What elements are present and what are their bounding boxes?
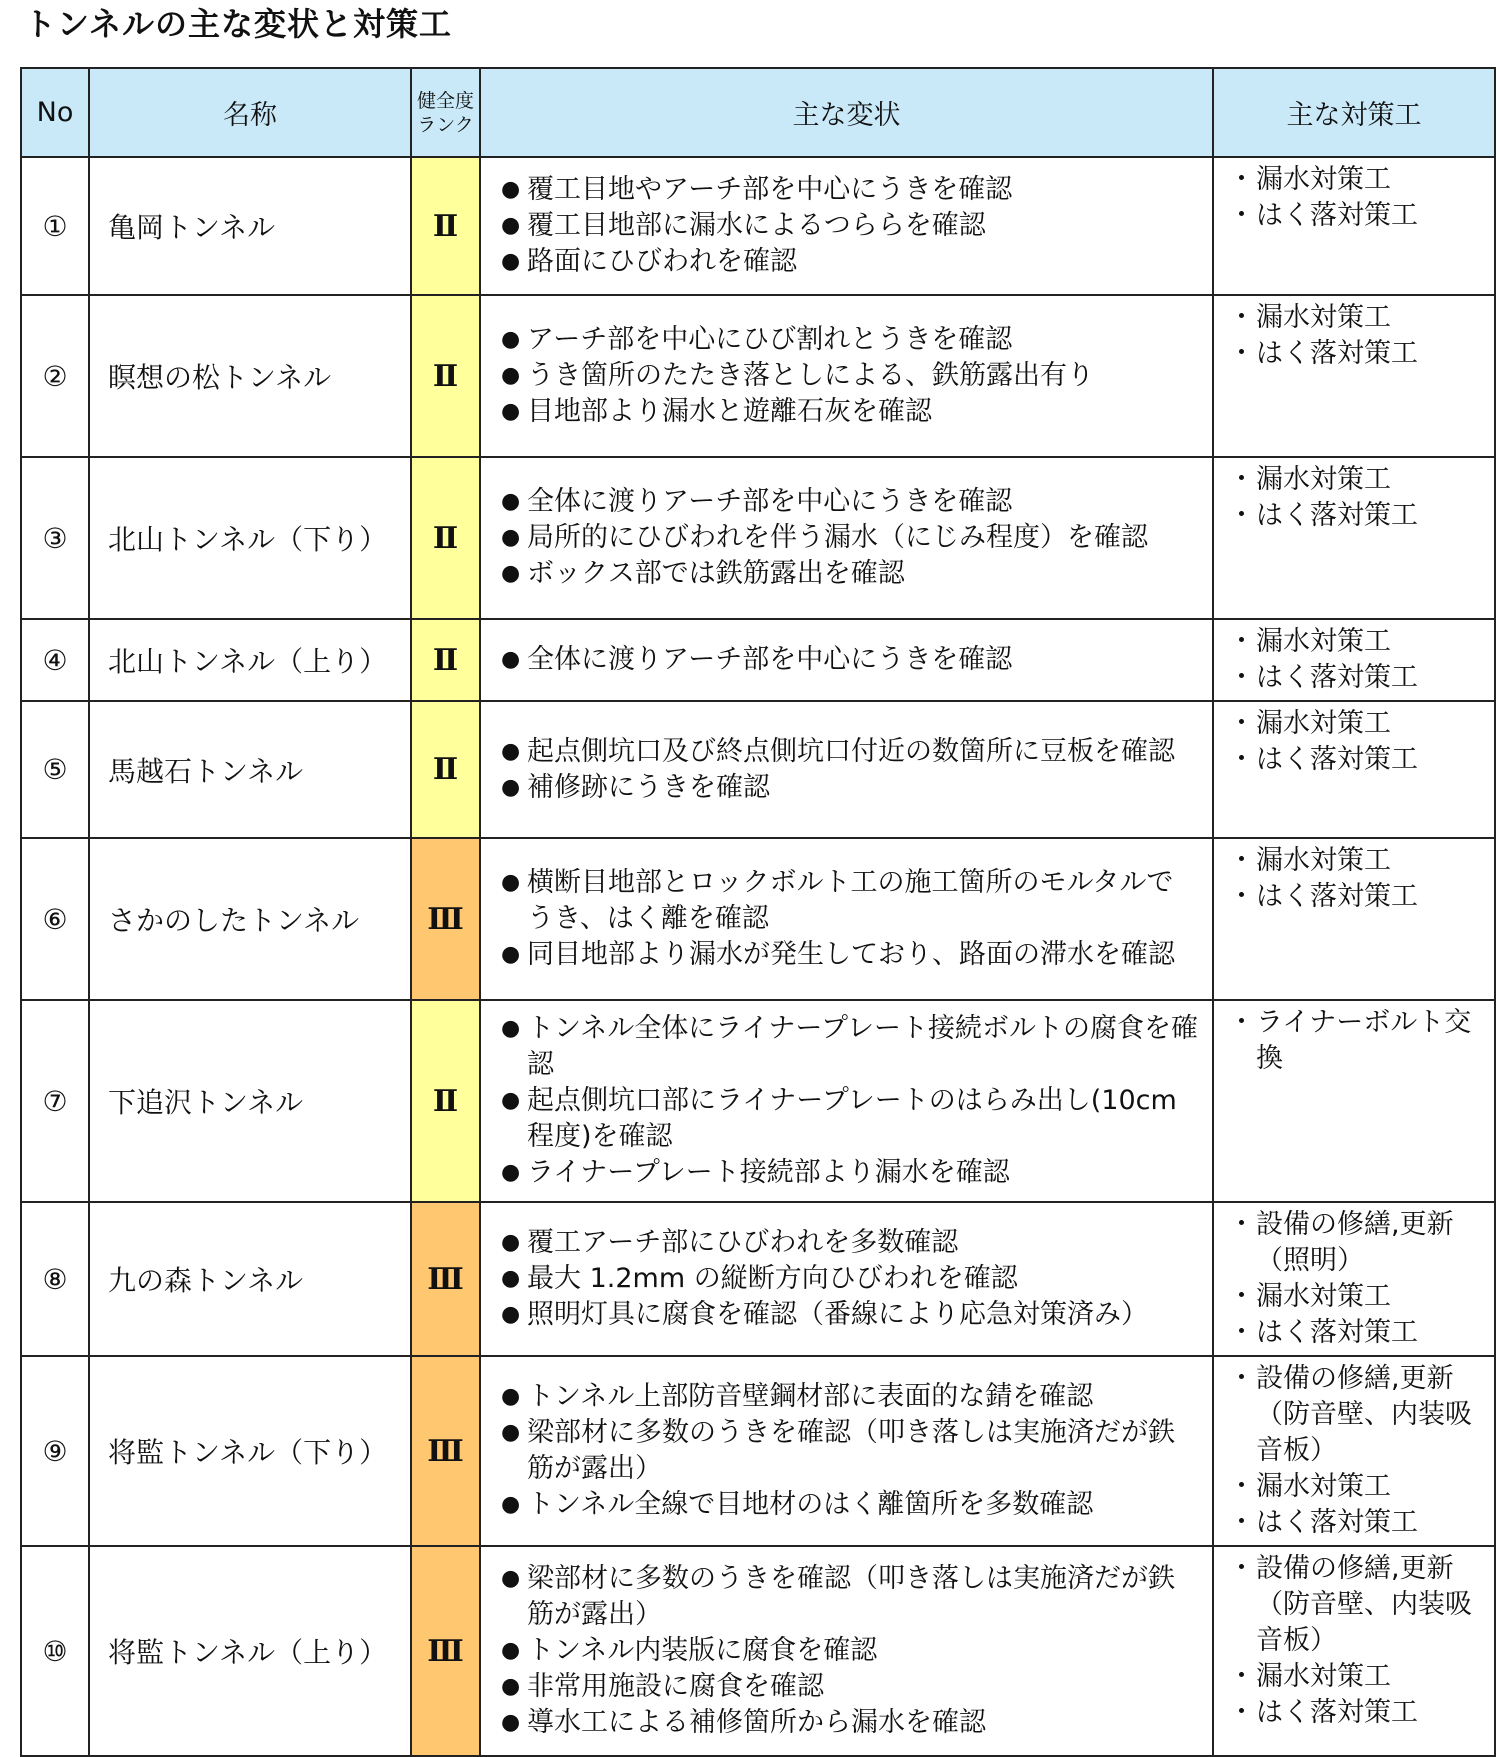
countermeasure-item: ・ 漏水対策工 — [1234, 1279, 1488, 1315]
row-number: ④ — [21, 619, 89, 701]
tunnel-name: さかのしたトンネル — [89, 838, 411, 1000]
health-rank: Ⅱ — [411, 157, 480, 295]
countermeasure-list — [1234, 1551, 1488, 1731]
countermeasure-item: ・ はく落対策工 — [1234, 660, 1488, 696]
deformation-list — [501, 1379, 1198, 1523]
page-title: トンネルの主な変状と対策工 — [24, 5, 453, 43]
tunnel-name: 北山トンネル（下り） — [89, 457, 411, 619]
deformation-item: ● 梁部材に多数のうきを確認（叩き落しは実施済だが鉄筋が露出） — [501, 1561, 1198, 1633]
deformation-item: ● 補修跡にうきを確認 — [501, 770, 1198, 806]
deformation-list — [501, 734, 1198, 806]
countermeasure-cell — [1213, 157, 1495, 295]
countermeasure-item: ・ 漏水対策工 — [1234, 624, 1488, 660]
deformation-item: ● 照明灯具に腐食を確認（番線により応急対策済み） — [501, 1297, 1198, 1333]
deformation-list — [501, 1011, 1198, 1191]
header-rank-line1: 健全度 — [416, 89, 474, 112]
deformation-item: ● 全体に渡りアーチ部を中心にうきを確認 — [501, 642, 1198, 678]
row-number: ② — [21, 295, 89, 457]
header-countermeasure: 主な対策工 — [1213, 68, 1495, 157]
countermeasure-list — [1234, 1005, 1488, 1077]
countermeasure-item: ・ はく落対策工 — [1234, 1695, 1488, 1731]
countermeasure-list — [1234, 706, 1488, 778]
deformation-item: ● 局所的にひびわれを伴う漏水（にじみ程度）を確認 — [501, 520, 1198, 556]
countermeasure-cell — [1213, 619, 1495, 701]
table-row — [21, 457, 1495, 619]
deformation-item: ● 覆工目地やアーチ部を中心にうきを確認 — [501, 172, 1198, 208]
tunnel-name: 九の森トンネル — [89, 1202, 411, 1356]
countermeasure-item: ・ はく落対策工 — [1234, 879, 1488, 915]
health-rank: Ⅲ — [411, 1356, 480, 1546]
countermeasure-item: ・ はく落対策工 — [1234, 198, 1488, 234]
row-number: ⑦ — [21, 1000, 89, 1202]
countermeasure-item: ・ 漏水対策工 — [1234, 706, 1488, 742]
table-row — [21, 838, 1495, 1000]
deformation-cell — [480, 1356, 1213, 1546]
deformation-item: ● アーチ部を中心にひび割れとうきを確認 — [501, 322, 1198, 358]
health-rank: Ⅲ — [411, 1546, 480, 1756]
table-row — [21, 1202, 1495, 1356]
deformation-cell — [480, 619, 1213, 701]
countermeasure-item: ・ はく落対策工 — [1234, 498, 1488, 534]
deformation-cell — [480, 1202, 1213, 1356]
header-rank-line2: ランク — [417, 113, 474, 136]
deformation-list — [501, 322, 1198, 430]
countermeasure-cell — [1213, 1202, 1495, 1356]
deformation-item: ● 全体に渡りアーチ部を中心にうきを確認 — [501, 484, 1198, 520]
tunnel-name: 下追沢トンネル — [89, 1000, 411, 1202]
deformation-item: ● ボックス部では鉄筋露出を確認 — [501, 556, 1198, 592]
header-row — [21, 68, 1495, 157]
countermeasure-list — [1234, 1361, 1488, 1541]
deformation-item: ● 覆工目地部に漏水によるつららを確認 — [501, 208, 1198, 244]
deformation-item: ● 最大 1.2mm の縦断方向ひびわれを確認 — [501, 1261, 1198, 1297]
countermeasure-cell — [1213, 701, 1495, 838]
countermeasure-item: ・ 漏水対策工 — [1234, 1659, 1488, 1695]
health-rank: Ⅱ — [411, 295, 480, 457]
deformation-cell — [480, 1546, 1213, 1756]
deformation-item: ● うき箇所のたたき落としによる、鉄筋露出有り — [501, 358, 1198, 394]
countermeasure-item: ・ はく落対策工 — [1234, 1315, 1488, 1351]
countermeasure-cell — [1213, 457, 1495, 619]
countermeasure-cell — [1213, 1546, 1495, 1756]
deformation-item: ● 起点側坑口部にライナープレートのはらみ出し(10cm 程度)を確認 — [501, 1083, 1198, 1155]
deformation-item: ● 同目地部より漏水が発生しており、路面の滞水を確認 — [501, 937, 1198, 973]
deformation-item: ● 路面にひびわれを確認 — [501, 244, 1198, 280]
countermeasure-cell — [1213, 295, 1495, 457]
health-rank: Ⅱ — [411, 619, 480, 701]
countermeasure-item: ・ はく落対策工 — [1234, 742, 1488, 778]
table-row — [21, 619, 1495, 701]
tunnel-name: 馬越石トンネル — [89, 701, 411, 838]
row-number: ⑧ — [21, 1202, 89, 1356]
tunnel-table — [20, 67, 1496, 1757]
deformation-item: ● 目地部より漏水と遊離石灰を確認 — [501, 394, 1198, 430]
countermeasure-item: ・ 漏水対策工 — [1234, 1469, 1488, 1505]
countermeasure-item: ・ 設備の修繕,更新（照明） — [1234, 1207, 1488, 1279]
header-rank — [411, 68, 480, 157]
countermeasure-list — [1234, 843, 1488, 915]
health-rank: Ⅱ — [411, 701, 480, 838]
tunnel-name: 北山トンネル（上り） — [89, 619, 411, 701]
row-number: ⑥ — [21, 838, 89, 1000]
deformation-cell — [480, 838, 1213, 1000]
row-number: ① — [21, 157, 89, 295]
tunnel-name: 瞑想の松トンネル — [89, 295, 411, 457]
countermeasure-item: ・ 漏水対策工 — [1234, 300, 1488, 336]
deformation-list — [501, 1561, 1198, 1741]
countermeasure-item: ・ 漏水対策工 — [1234, 162, 1488, 198]
deformation-list — [501, 484, 1198, 592]
deformation-cell — [480, 1000, 1213, 1202]
deformation-item: ● トンネル上部防音壁鋼材部に表面的な錆を確認 — [501, 1379, 1198, 1415]
health-rank: Ⅲ — [411, 838, 480, 1000]
countermeasure-list — [1234, 300, 1488, 372]
deformation-item: ● トンネル全線で目地材のはく離箇所を多数確認 — [501, 1487, 1198, 1523]
countermeasure-list — [1234, 462, 1488, 534]
countermeasure-item: ・ 設備の修繕,更新（防音壁、内装吸音板） — [1234, 1551, 1488, 1659]
row-number: ③ — [21, 457, 89, 619]
deformation-item: ● ライナープレート接続部より漏水を確認 — [501, 1155, 1198, 1191]
row-number: ⑩ — [21, 1546, 89, 1756]
row-number: ⑨ — [21, 1356, 89, 1546]
countermeasure-list — [1234, 1207, 1488, 1351]
countermeasure-item: ・ 漏水対策工 — [1234, 843, 1488, 879]
countermeasure-item: ・ はく落対策工 — [1234, 1505, 1488, 1541]
deformation-cell — [480, 157, 1213, 295]
deformation-item: ● 覆工アーチ部にひびわれを多数確認 — [501, 1225, 1198, 1261]
deformation-item: ● 梁部材に多数のうきを確認（叩き落しは実施済だが鉄筋が露出） — [501, 1415, 1198, 1487]
deformation-cell — [480, 295, 1213, 457]
deformation-item: ● トンネル内装版に腐食を確認 — [501, 1633, 1198, 1669]
table-row — [21, 1546, 1495, 1756]
countermeasure-item: ・ 漏水対策工 — [1234, 462, 1488, 498]
countermeasure-item: ・ ライナーボルト交換 — [1234, 1005, 1488, 1077]
table-row — [21, 295, 1495, 457]
deformation-list — [501, 172, 1198, 280]
tunnel-name: 亀岡トンネル — [89, 157, 411, 295]
countermeasure-cell — [1213, 1356, 1495, 1546]
row-number: ⑤ — [21, 701, 89, 838]
table-row — [21, 157, 1495, 295]
header-no: No — [21, 68, 89, 157]
health-rank: Ⅱ — [411, 457, 480, 619]
tunnel-name: 将監トンネル（下り） — [89, 1356, 411, 1546]
health-rank: Ⅲ — [411, 1202, 480, 1356]
deformation-cell — [480, 457, 1213, 619]
deformation-list — [501, 865, 1198, 973]
countermeasure-cell — [1213, 1000, 1495, 1202]
countermeasure-cell — [1213, 838, 1495, 1000]
countermeasure-item: ・ 設備の修繕,更新（防音壁、内装吸音板） — [1234, 1361, 1488, 1469]
deformation-list — [501, 642, 1198, 678]
deformation-item: ● 起点側坑口及び終点側坑口付近の数箇所に豆板を確認 — [501, 734, 1198, 770]
header-deformation: 主な変状 — [480, 68, 1213, 157]
deformation-list — [501, 1225, 1198, 1333]
table-row — [21, 701, 1495, 838]
table-row — [21, 1356, 1495, 1546]
countermeasure-list — [1234, 162, 1488, 234]
countermeasure-item: ・ はく落対策工 — [1234, 336, 1488, 372]
tunnel-name: 将監トンネル（上り） — [89, 1546, 411, 1756]
deformation-item: ● 横断目地部とロックボルト工の施工箇所のモルタルでうき、はく離を確認 — [501, 865, 1198, 937]
countermeasure-list — [1234, 624, 1488, 696]
header-name: 名称 — [89, 68, 411, 157]
deformation-item: ● 非常用施設に腐食を確認 — [501, 1669, 1198, 1705]
health-rank: Ⅱ — [411, 1000, 480, 1202]
deformation-item: ● トンネル全体にライナープレート接続ボルトの腐食を確認 — [501, 1011, 1198, 1083]
deformation-item: ● 導水工による補修箇所から漏水を確認 — [501, 1705, 1198, 1741]
deformation-cell — [480, 701, 1213, 838]
table-row — [21, 1000, 1495, 1202]
